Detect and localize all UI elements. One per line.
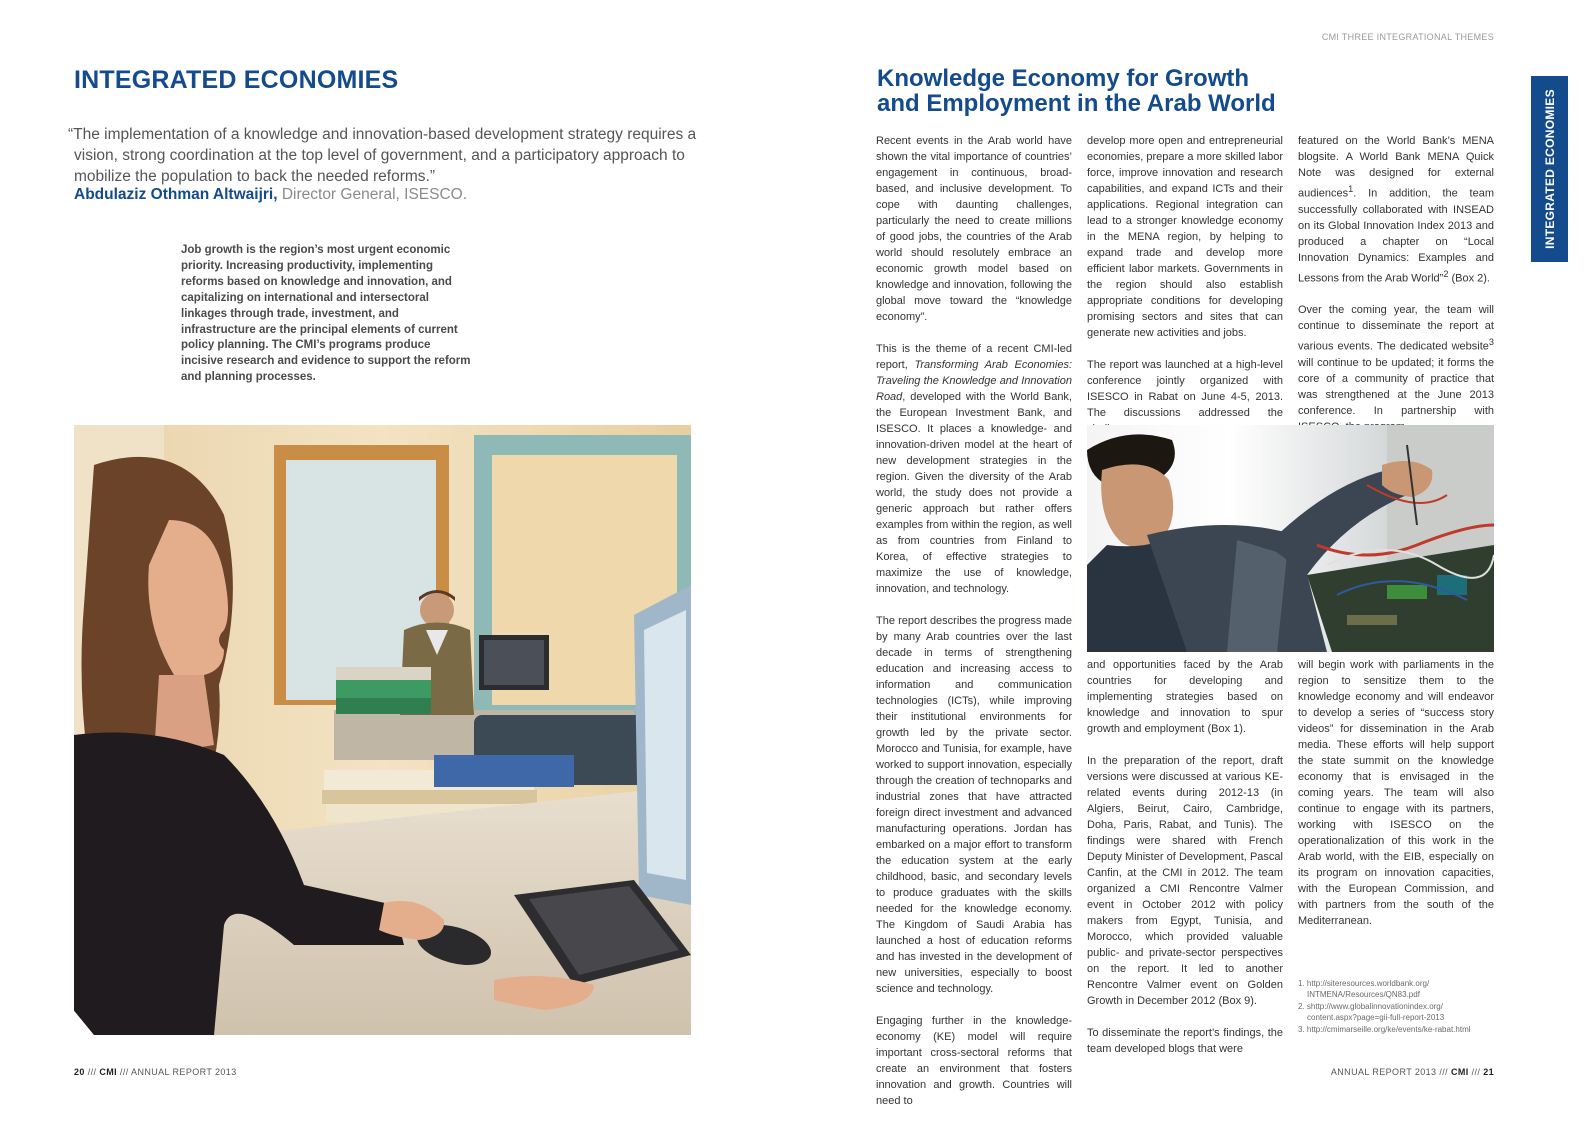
body-paragraph: and opportunities faced by the Arab countries for developing and implementing strategies based on knowledge and innovation to spur growth and employment (Box 1). xyxy=(1087,659,1283,735)
pull-quote xyxy=(68,124,708,187)
article-title xyxy=(877,66,1397,116)
office-photo xyxy=(74,425,691,1035)
title-line: Knowledge Economy for Growth xyxy=(877,65,1250,92)
quote-attribution xyxy=(74,186,467,204)
folio-separator: /// xyxy=(84,1067,100,1077)
section-side-tab xyxy=(1531,76,1568,262)
footnote-link[interactable]: INTMENA/Resources/QN83.pdf xyxy=(1307,990,1420,999)
footnote xyxy=(1298,1001,1498,1023)
text-column-3-bottom xyxy=(1298,657,1494,929)
folio-report: ANNUAL REPORT 2013 xyxy=(1330,1067,1437,1077)
body-paragraph: To disseminate the report’s findings, the team developed blogs that were xyxy=(1087,1027,1283,1055)
footnote xyxy=(1298,1024,1498,1035)
folio-separator: /// xyxy=(1468,1067,1484,1077)
body-paragraph xyxy=(1298,133,1494,286)
quote-line: vision, strong coordination at the top level of government, and a participatory approach to xyxy=(74,147,685,164)
page-heading: INTEGRATED ECONOMIES xyxy=(74,66,399,94)
body-paragraph: Engaging further in the knowledge-economy (KE) model will require important cross-sectoral reforms that create an environment that fosters innovation and growth. Countries will need to xyxy=(876,1015,1072,1107)
footnote-link[interactable]: 1. http://siteresources.worldbank.org/ xyxy=(1298,979,1430,988)
footnotes xyxy=(1298,978,1498,1036)
body-paragraph: will begin work with parliaments in the region to sensitize them to the knowledge economy and will endeavor to develop a series of “success story videos” for dissemination in the Arab media. These efforts will help support the state summit on the knowledge economy that is envisaged in the coming years. The team will also continue to engage with its partners, working with ISESCO on the operationalization of this work in the Arab world, with the EIB, especially on its program on innovation capacities, with the European Commission, and with partners from the south of the Mediterranean. xyxy=(1298,659,1494,927)
attribution-name: Abdulaziz Othman Altwaijri, xyxy=(74,186,278,203)
text-column-2-top xyxy=(1087,133,1283,437)
folio-left xyxy=(74,1067,237,1077)
body-paragraph: The report was launched at a high-level conference jointly organized with ISESCO in Rabat on June 4-5, 2013. The discussions addressed the xyxy=(1087,359,1283,419)
body-text: This is the theme of a recent CMI-led report, xyxy=(876,343,1072,371)
folio-brand: CMI xyxy=(1450,1067,1469,1077)
running-head: CMI THREE INTEGRATIONAL THEMES xyxy=(1321,32,1494,42)
side-tab-label: INTEGRATED ECONOMIES xyxy=(1542,89,1557,249)
intro-paragraph: Job growth is the region’s most urgent economic priority. Increasing productivity, implementing reforms based on knowledge and innovation, and capitalizing on international and intersectoral linkages through trade, investment, and infrastructure are the principal elements of current policy planning. The CMI’s programs produce incisive research and evidence to support the reform and planning processes. xyxy=(181,244,471,384)
footnote-link[interactable]: 3. http://cmimarseille.org/ke/events/ke-rabat.html xyxy=(1298,1025,1471,1034)
quote-line: “The implementation of a knowledge and innovation-based development strategy requires a xyxy=(68,126,697,143)
body-text: will continue to be updated; it forms the core of a community of practice that was strengthened at the June 2013 conference. In partnership with xyxy=(1298,356,1494,417)
footnote-ref: 2 xyxy=(1443,268,1449,279)
text-column-1 xyxy=(876,133,1072,1109)
folio-report: ANNUAL REPORT 2013 xyxy=(131,1067,237,1077)
attribution-title: Director General, ISESCO. xyxy=(277,186,468,203)
body-text: , developed with the World Bank, the European Investment Bank, and ISESCO. It places a knowledge- and innovation-driven model at the heart of new development strategies in the region. Given the diversity of the Arab world, the study does not provide a generic approach but rather offers examples from within the region, as well as from countries from Finland to Korea, of effective strategies to maximize the use of knowledge, innovation, and technology. xyxy=(876,391,1072,595)
report-title: Transforming Arab Economies: Traveling the Knowledge and Innovation Road xyxy=(876,359,1072,403)
body-paragraph xyxy=(1298,302,1494,435)
folio-separator: /// xyxy=(117,1067,132,1077)
body-paragraph: The report describes the progress made by many Arab countries over the last decade in terms of strengthening education and increasing access to information and communication technologies (ICTs), while improving their institutional environments for growth led by the private sector. Morocco and Tunisia, for example, have worked to support innovation, especially through the creation of technoparks and industrial zones that have attracted foreign direct investment and advanced manufacturing operations. Jordan has embarked on a major effort to transform the education system at the early childhood, basic, and secondary levels to produce graduates with the skills needed for the knowledge economy. The Kingdom of Saudi Arabia has launched a host of education reforms and has invested in the development of new universities, especially to boost science and technology. xyxy=(876,615,1072,995)
body-text: Over the coming year, the team will continue to disseminate the report at various events. The dedicated website xyxy=(1298,304,1494,353)
text-column-3-top xyxy=(1298,133,1494,435)
folio-separator: /// xyxy=(1436,1067,1451,1077)
body-text: . In addition, the team successfully collaborated with INSEAD on its Global Innovation Index 2013 and produced a chapter on “Local Innovation Dynamics: Examples and Lessons from the Arab World” xyxy=(1298,187,1494,285)
footnote-link[interactable]: content.aspx?page=gii-full-report-2013 xyxy=(1307,1013,1445,1022)
footnote-ref: 1 xyxy=(1348,184,1354,194)
body-paragraph xyxy=(876,341,1072,597)
body-paragraph: Recent events in the Arab world have shown the vital importance of countries’ engagement in continuous, broad-based, and inclusive development. To cope with daunting challenges, particularly the need to create millions of good jobs, the countries of the Arab world should resolutely embrace an economic growth model based on knowledge and innovation, following the global move toward the “knowledge economy”. xyxy=(876,135,1072,323)
body-text: featured on the World Bank’s MENA blogsite. A World Bank MENA Quick Note was designed for external audiences xyxy=(1298,135,1494,200)
body-paragraph: In the preparation of the report, draft versions were discussed at various KE-related events during 2012-13 (in Algiers, Beirut, Cairo, Cambridge, Doha, Paris, Rabat, and Tunis). The findings were shared with French Deputy Minister of Development, Pascal Canfin, at the CMI in 2012. The team organized a CMI Rencontre Valmer event in October 2012 with policy makers from Egypt, Tunisia, and Morocco, which provided valuable public- and private-sector perspectives on the report. It led to another Rencontre Valmer event on Golden Growth in December 2012 (Box 9). xyxy=(1087,755,1283,1007)
page-number: 20 xyxy=(74,1067,85,1077)
folio-brand: CMI xyxy=(99,1067,118,1077)
body-paragraph: develop more open and entrepreneurial economies, prepare a more skilled labor force, improve innovation and research capabilities, and expand ICTs and their applications. Regional integration can lead to a stronger knowledge economy in the MENA region, by helping to expand trade and develop more efficient labor markets. Governments in the region should also establish appropriate conditions for developing promising sectors and sites that can generate new activities and jobs. xyxy=(1087,135,1283,339)
footnote-link[interactable]: 2. shttp://www.globalinnovationindex.org/ xyxy=(1298,1002,1443,1011)
page-number: 21 xyxy=(1483,1067,1494,1077)
footnote-ref: 3 xyxy=(1488,337,1494,348)
electronics-photo xyxy=(1087,425,1494,652)
text-column-2-bottom xyxy=(1087,657,1283,1057)
body-text: (Box 2). xyxy=(1448,272,1490,285)
title-line: and Employment in the Arab World xyxy=(877,90,1276,117)
footnote xyxy=(1298,978,1498,1000)
folio-right xyxy=(1300,1067,1494,1077)
quote-line: mobilize the population to back the needed reforms.” xyxy=(74,168,436,185)
